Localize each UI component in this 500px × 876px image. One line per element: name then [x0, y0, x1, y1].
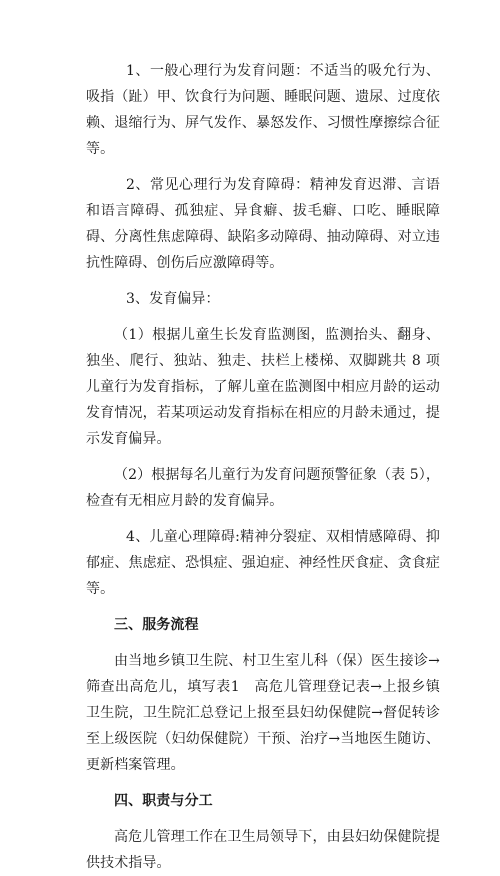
paragraph-general-problems: 1、一般心理行为发育问题：不适当的吸允行为、吸指（趾）甲、饮食行为问题、睡眠问题、遗尿、过度依赖、退缩行为、屏气发作、暴怒发作、习惯性摩擦综合征等。 — [86, 63, 440, 157]
paragraph-deviation-item-2: （2）根据每名儿童行为发育问题预警征象（表 5），检查有无相应月龄的发育偏异。 — [86, 467, 440, 509]
paragraph-common-disorders: 2、常见心理行为发育障碍：精神发育迟滞、言语和语言障碍、孤独症、异食癖、拔毛癖、口吃、睡眠障碍、分离性焦虑障碍、缺陷多动障碍、抽动障碍、对立违抗性障碍、创伤后应激障碍等。 — [86, 177, 440, 271]
paragraph-responsibilities: 高危儿管理工作在卫生局领导下，由县妇幼保健院提供技术指导。 — [86, 829, 440, 871]
section-heading-responsibilities: 四、职责与分工 — [114, 793, 213, 809]
paragraph-developmental-deviation: 3、发育偏异： — [126, 291, 220, 307]
paragraph-service-flow: 由当地乡镇卫生院、村卫生室儿科（保）医生接诊→筛查出高危儿，填写表1 高危儿管理登记表→上报乡镇卫生院，卫生院汇总登记上报至县妇幼保健院→督促转诊至上级医院（妇幼保健院）干预、治疗→当地医生随访、更新档案管理。 — [86, 653, 440, 773]
paragraph-psych-disorders: 4、儿童心理障碍:精神分裂症、双相情感障碍、抑郁症、焦虑症、恐惧症、强迫症、神经性厌食症、贪食症等。 — [86, 529, 440, 597]
paragraph-deviation-item-1: （1）根据儿童生长发育监测图，监测抬头、翻身、独坐、爬行、独站、独走、扶栏上楼梯、双脚跳共 8 项儿童行为发育指标，了解儿童在监测图中相应月龄的运动发育情况，若某项运动发育指标在相应的月龄未通过，提示发育偏异。 — [86, 327, 440, 447]
section-heading-service-flow: 三、服务流程 — [114, 617, 199, 633]
